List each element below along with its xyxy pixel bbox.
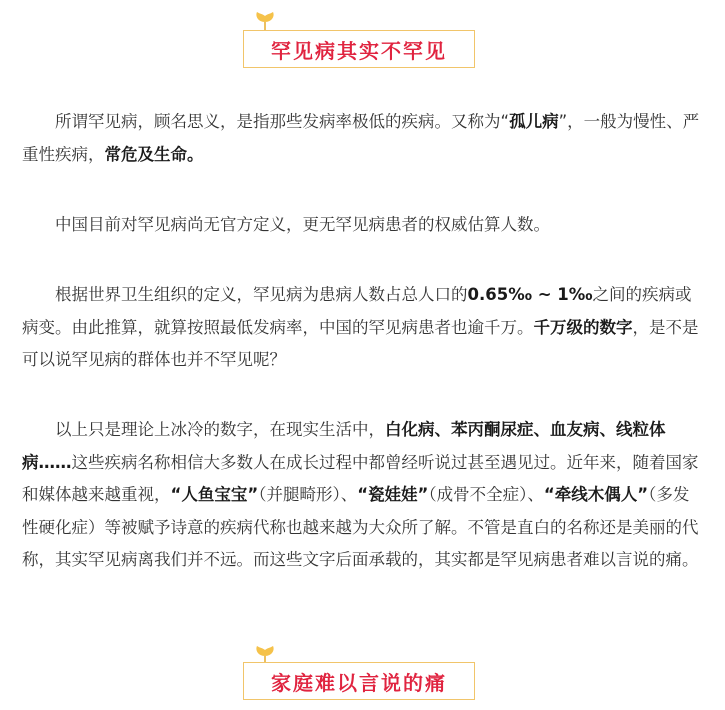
bold-text: “瓷娃娃” bbox=[357, 485, 429, 504]
text: 所谓罕见病，顾名思义，是指那些发病率极低的疾病。又称为“ bbox=[55, 112, 510, 131]
text: ”，一般为慢性、严重性疾病， bbox=[22, 112, 700, 164]
bold-text: 白化病、苯丙酮尿症、血友病、线粒体病…… bbox=[22, 420, 666, 472]
section-title-2 bbox=[243, 662, 475, 700]
bold-text: 0.65‰ ~ 1‰ bbox=[467, 285, 593, 304]
section-title-1 bbox=[243, 30, 475, 68]
text: 之间的疾病或病变。由此推算，就算按照最低发病率，中国的罕见病患者也逾千万。 bbox=[22, 285, 692, 337]
section-title-text: 罕见病其实不罕见 bbox=[271, 38, 447, 63]
text: ，是不是可以说罕见病的群体也并不罕见呢？ bbox=[22, 317, 699, 369]
paragraph-1 bbox=[22, 106, 702, 171]
section-title-text: 家庭难以言说的痛 bbox=[271, 670, 447, 695]
text: （并腿畸形）、 bbox=[258, 485, 358, 504]
paragraph-3 bbox=[22, 279, 702, 377]
bold-text: 千万级的数字 bbox=[533, 317, 633, 337]
text: 中国目前对罕见病尚无官方定义，更无罕见病患者的权威估算人数。 bbox=[55, 215, 550, 234]
text: 以上只是理论上冰冷的数字，在现实生活中， bbox=[55, 420, 385, 439]
bold-text: 孤儿病 bbox=[509, 112, 559, 131]
bold-text: 常危及生命。 bbox=[104, 144, 204, 164]
text: （成骨不全症）、 bbox=[428, 485, 544, 504]
bold-text: “人鱼宝宝” bbox=[170, 485, 259, 504]
paragraph-4 bbox=[22, 414, 702, 577]
text: （多发性硬化症）等被赋予诗意的疾病代称也越来越为大众所了解。不管是直白的名称还是美丽的代称，其实罕见病离我们并不远。而这些文字后面承载的，其实都是罕见病患者难以言说的痛。 bbox=[22, 485, 699, 569]
text: 根据世界卫生组织的定义，罕见病为患病人数占总人口的 bbox=[55, 285, 468, 304]
ginkgo-leaf-icon bbox=[254, 10, 276, 32]
bold-text: “牵线木偶人” bbox=[543, 485, 649, 504]
paragraph-2 bbox=[22, 209, 702, 242]
text: 这些疾病名称相信大多数人在成长过程中都曾经听说过甚至遇见过。近年来，随着国家和媒体越来越重视， bbox=[22, 452, 699, 504]
